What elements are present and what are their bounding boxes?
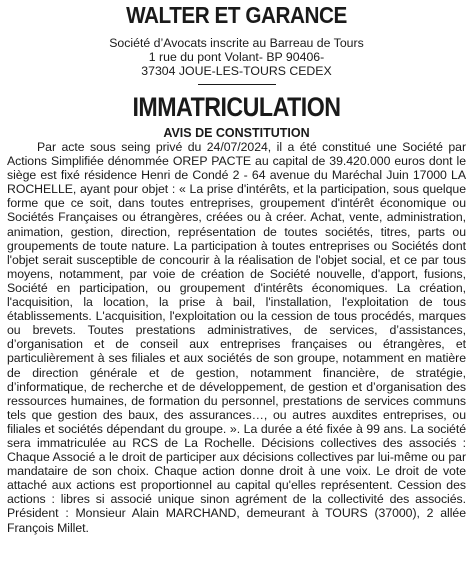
divider-rule bbox=[198, 84, 276, 85]
firm-registration-line: Société d’Avocats inscrite au Barreau de Tours bbox=[109, 36, 364, 50]
firm-city-line: 37304 JOUE-LES-TOURS CEDEX bbox=[141, 64, 332, 78]
firm-name: WALTER ET GARANCE bbox=[126, 2, 347, 28]
legal-notice-page bbox=[0, 2, 473, 563]
firm-address-block bbox=[4, 36, 469, 78]
notice-body: Par acte sous seing privé du 24/07/2024, il a été constitué une Société par Actions Simplifiée dénommée OREP PACTE au capital de 39.420.000 euros dont le siège est fixé résidence Henri de Condé 2 - 64 avenue du Maréchal Juin 17000 LA ROCHELLE, ayant pour objet : « La prise d'intérêts, et la participation, sous quelque forme que ce soit, dans toutes entreprises, groupement d'intérêt économique ou Sociétés Françaises ou étrangères, créées ou à créer. Achat, vente, administration, animation, gestion, direction, représentation de toutes sociétés, titres, parts ou groupements de toute nature. La participation à toutes entreprises ou Sociétés dont l'objet serait susceptible de concourir à la réalisation de l'objet social, et ce par tous moyens, notamment, par voie de création de Société nouvelle, d'apport, fusions, Société en participation, ou groupement d'intérêts économiques. La création, l'acquisition, la location, la prise à bail, l'installation, l'exploitation de tous établissements. L'acquisition, l'exploitation ou la cession de tous procédés, marques ou brevets. Toutes prestations administratives, de services, d’assistances, d’organisation et de conseil aux entreprises françaises ou étrangères, et particulièrement à ses filiales et aux sociétés de son groupe, notamment en matière de direction générale et de gestion, notamment financière, de stratégie, d’informatique, de recherche et de développement, de gestion et d’organisation des ressources humaines, de formation du personnel, prestations de services communs tels que gestion des baux, des assurances…, ou autres auxdites entreprises, ou filiales et sociétés dépendant du groupe. ». La durée a été fixée à 99 ans. La société sera immatriculée au RCS de La Rochelle. Décisions collectives des associés : Chaque Associé a le droit de participer aux décisions collectives par lui-même ou par mandataire de son choix. Chaque action donne droit à une voix. Le droit de vote attaché aux actions est proportionnel au capital qu'elles représentent. Cession des actions : libres si associé unique sinon agrément de la collectivité des associés. Président : Monsieur Alain MARCHAND, demeurant à TOURS (37000), 2 allée François Millet. bbox=[7, 140, 466, 535]
section-title: IMMATRICULATION bbox=[132, 92, 341, 122]
firm-street-line: 1 rue du pont Volant- BP 90406- bbox=[148, 50, 325, 64]
notice-heading: AVIS DE CONSTITUTION bbox=[163, 126, 310, 140]
